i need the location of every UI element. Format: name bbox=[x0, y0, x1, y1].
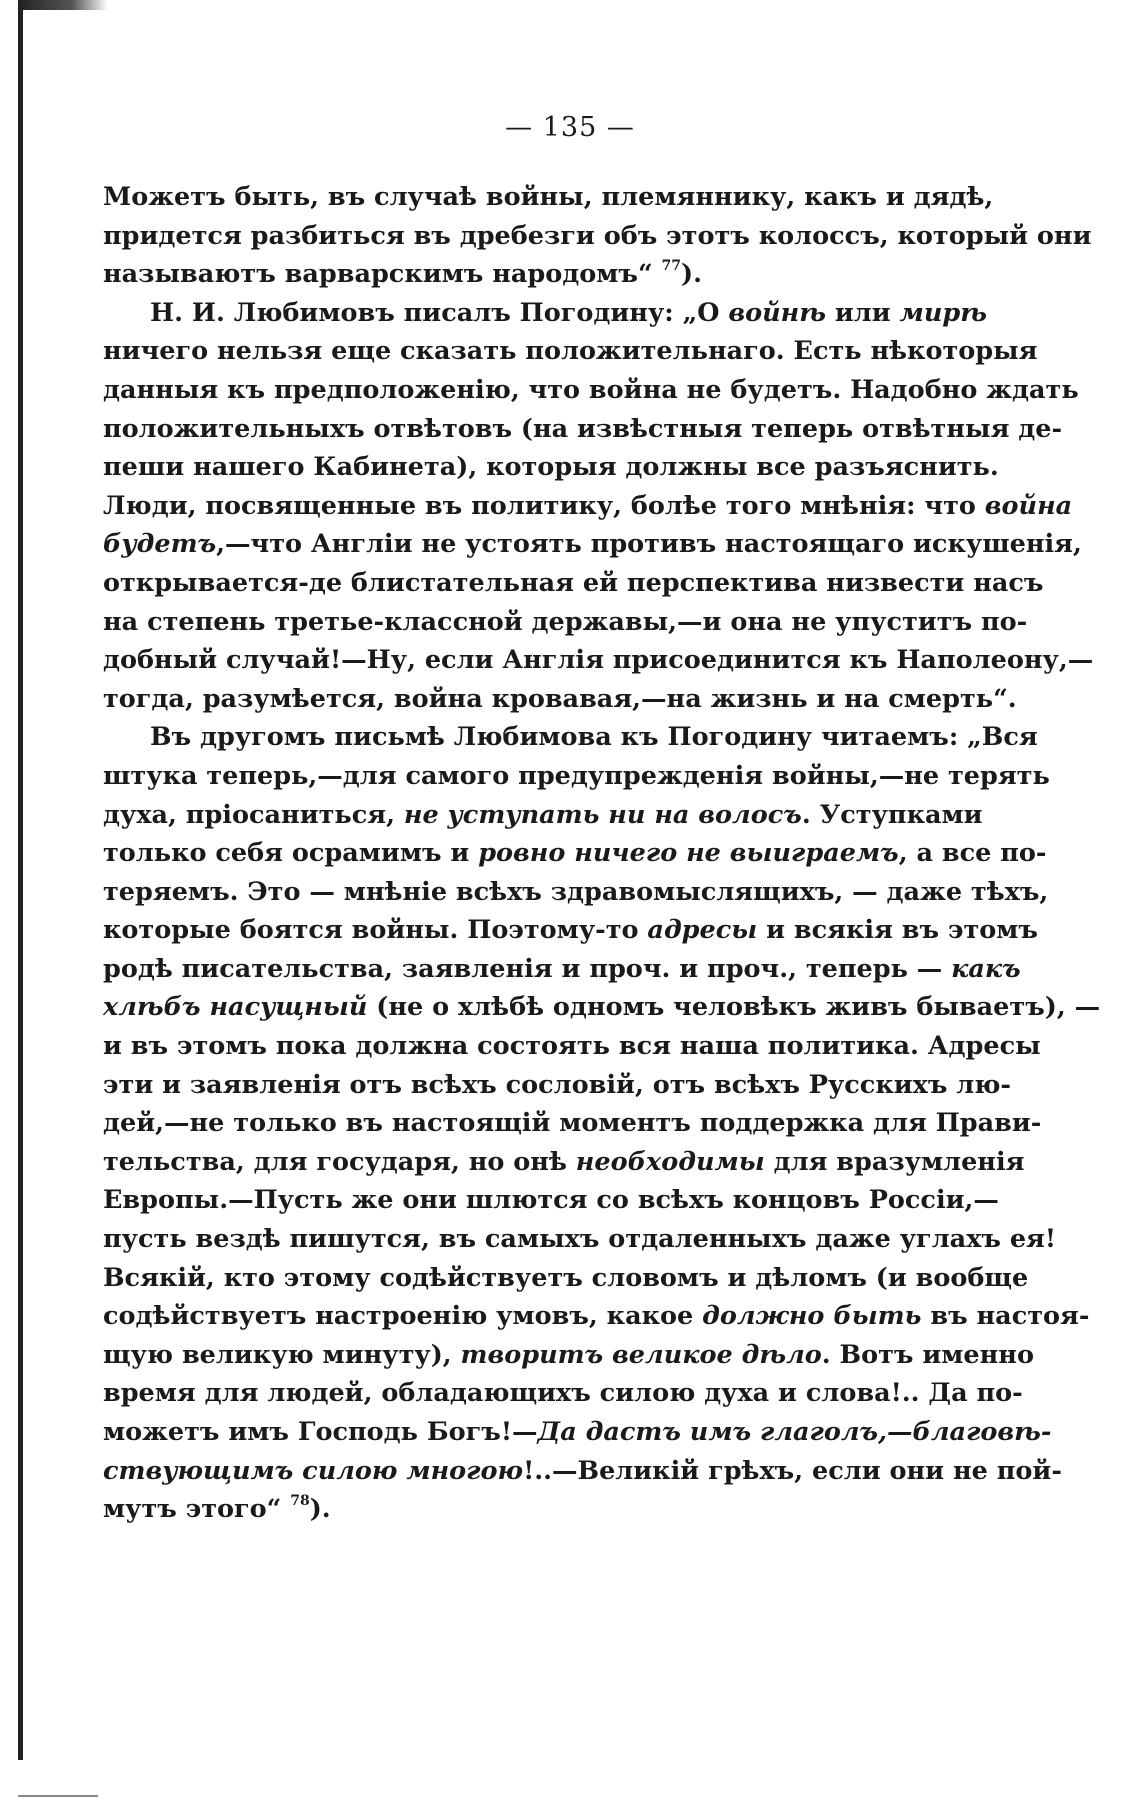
text-run: пусть вездѣ пишутся, въ самыхъ отдаленныхъ даже углахъ ея! bbox=[103, 1224, 1057, 1255]
text-line bbox=[103, 911, 1038, 950]
italic-run: какъ bbox=[951, 953, 1021, 984]
text-line bbox=[103, 603, 1028, 642]
text-line bbox=[103, 757, 1050, 796]
text-run: мутъ этого“ bbox=[103, 1494, 291, 1525]
text-run: Н. И. Любимовъ писалъ Погодину: „О bbox=[150, 297, 729, 328]
text-run: добный случай!—Ну, если Англія присоединится къ Наполеону,— bbox=[103, 645, 1094, 676]
text-line bbox=[103, 332, 1038, 371]
text-run: Въ другомъ письмѣ Любимова къ Погодину читаемъ: „Вся bbox=[150, 722, 1038, 753]
italic-run: мирѣ bbox=[899, 297, 987, 328]
text-run: на степень третье-классной державы,—и она не упуститъ по- bbox=[103, 606, 1028, 637]
text-run: Всякій, кто этому содѣйствуетъ словомъ и дѣломъ (и вообще bbox=[103, 1262, 1029, 1293]
text-run: для вразумленія bbox=[764, 1146, 1025, 1177]
text-run: содѣйствуетъ настроенію умовъ, какое bbox=[103, 1301, 703, 1332]
text-line bbox=[103, 564, 1044, 603]
text-line bbox=[103, 371, 1079, 410]
text-line bbox=[103, 1336, 1034, 1375]
text-run: и въ этомъ пока должна состоять вся наша политика. Адресы bbox=[103, 1031, 1041, 1062]
text-line bbox=[103, 1413, 1052, 1452]
italic-run: ровно ничего не выиграемъ bbox=[478, 838, 899, 869]
text-run: пеши нашего Кабинета), которыя должны все разъяснить. bbox=[103, 452, 999, 483]
scan-line-bottom bbox=[18, 1795, 98, 1797]
text-run: , а все по- bbox=[898, 838, 1047, 869]
text-run: можетъ имъ Господь Богъ!— bbox=[103, 1417, 538, 1447]
italic-run: война bbox=[984, 490, 1073, 521]
text-line bbox=[103, 834, 1047, 873]
text-line bbox=[103, 1104, 1042, 1143]
body-text bbox=[103, 178, 1101, 1529]
text-line bbox=[103, 1297, 1090, 1336]
text-line bbox=[103, 178, 994, 217]
text-run: дей,—не только въ настоящій моментъ поддержка для Прави- bbox=[103, 1108, 1042, 1139]
italic-run: Да дастъ имъ глаголъ,—благовѣ- bbox=[537, 1417, 1052, 1447]
text-line bbox=[103, 1490, 926, 1529]
text-line bbox=[103, 1027, 1041, 1066]
footnote-ref: 78 bbox=[290, 1493, 310, 1510]
italic-run: войнѣ bbox=[728, 297, 827, 328]
text-line bbox=[103, 1181, 999, 1220]
text-run: въ настоя- bbox=[921, 1301, 1090, 1332]
text-line bbox=[103, 1452, 1062, 1491]
text-run: тельства, для государя, но онѣ bbox=[103, 1146, 576, 1177]
text-run: придется разбиться въ дребезги объ этотъ колоссъ, который они bbox=[103, 220, 1092, 251]
text-line bbox=[103, 680, 1017, 719]
text-run: ). bbox=[309, 1494, 331, 1525]
text-line bbox=[103, 487, 1073, 526]
text-run: Можетъ быть, въ случаѣ войны, племяннику, какъ и дядѣ, bbox=[103, 182, 994, 212]
page-number: — 135 — bbox=[505, 112, 635, 143]
text-line bbox=[103, 525, 1082, 564]
text-run: время для людей, обладающихъ силою духа и слова!.. Да по- bbox=[103, 1378, 1023, 1409]
text-run: родѣ писательства, заявленія и проч. и проч., теперь — bbox=[103, 953, 952, 984]
text-line bbox=[103, 448, 999, 487]
text-line bbox=[103, 294, 987, 333]
text-run: ,—что Англіи не устоять противъ настоящаго искушенія, bbox=[216, 529, 1082, 560]
text-line bbox=[103, 718, 1038, 757]
text-run: данныя къ предположенію, что война не будетъ. Надобно ждать bbox=[103, 374, 1079, 405]
text-run: только себя осрамимъ и bbox=[103, 838, 479, 869]
text-run: или bbox=[826, 297, 900, 328]
text-line bbox=[103, 796, 983, 835]
text-run: Люди, посвященные въ политику, болѣе того мнѣнія: что bbox=[103, 490, 985, 521]
italic-run: адресы bbox=[647, 915, 758, 946]
text-run: которые боятся войны. Поэтому-то bbox=[103, 915, 648, 946]
text-run: штука теперь,—для самого предупрежденія войны,—не терять bbox=[103, 760, 1050, 791]
text-run: и всякія въ этомъ bbox=[757, 915, 1038, 946]
text-line bbox=[103, 641, 1094, 680]
text-run: !..—Великій грѣхъ, если они не пой- bbox=[523, 1455, 1062, 1486]
text-run: духа, пріосаниться, bbox=[103, 799, 404, 830]
text-line bbox=[103, 1066, 1012, 1105]
text-run: положительныхъ отвѣтовъ (на извѣстныя теперь отвѣтныя де- bbox=[103, 413, 1063, 444]
text-run: тогда, разумѣется, война кровавая,—на жизнь и на смерть“. bbox=[103, 683, 1017, 714]
text-run: называютъ варварскимъ народомъ“ bbox=[103, 259, 662, 290]
italic-run: должно быть bbox=[702, 1301, 922, 1332]
text-run: ничего нельзя еще сказать положительнаго. Есть нѣкоторыя bbox=[103, 336, 1038, 367]
text-line bbox=[103, 873, 1049, 912]
text-line bbox=[103, 1220, 1057, 1259]
text-run: открывается-де блистательная ей перспектива низвести насъ bbox=[103, 567, 1044, 598]
italic-run: необходимы bbox=[575, 1146, 765, 1177]
italic-run: хлѣбъ насущный bbox=[103, 992, 368, 1023]
text-line bbox=[103, 1374, 1023, 1413]
text-run: теряемъ. Это — мнѣніе всѣхъ здравомыслящихъ, — даже тѣхъ, bbox=[103, 876, 1049, 907]
scan-edge-left bbox=[18, 0, 23, 1760]
italic-run: будетъ bbox=[103, 529, 217, 560]
footnote-ref: 77 bbox=[661, 258, 682, 275]
text-line bbox=[103, 1259, 1029, 1298]
italic-run: ствующимъ силою многою bbox=[103, 1455, 524, 1486]
text-line bbox=[103, 1143, 1025, 1182]
text-line bbox=[103, 988, 1101, 1027]
text-run: щую великую минуту), bbox=[103, 1339, 461, 1370]
text-run: . Вотъ именно bbox=[821, 1339, 1034, 1370]
text-run: Европы.—Пусть же они шлются со всѣхъ концовъ Россіи,— bbox=[103, 1185, 999, 1216]
italic-run: не уступать ни на волосъ bbox=[403, 799, 802, 830]
text-line bbox=[103, 255, 926, 294]
scan-edge-top bbox=[18, 0, 108, 10]
text-run: (не о хлѣбѣ одномъ человѣкъ живъ бываетъ), — bbox=[367, 992, 1101, 1023]
text-line bbox=[103, 217, 1092, 256]
text-line bbox=[103, 410, 1063, 449]
text-run: . Уступками bbox=[801, 799, 983, 830]
text-run: ). bbox=[681, 259, 702, 290]
text-run: эти и заявленія отъ всѣхъ сословій, отъ всѣхъ Русскихъ лю- bbox=[103, 1069, 1012, 1100]
italic-run: творитъ великое дѣло bbox=[460, 1339, 822, 1370]
text-line bbox=[103, 950, 1021, 989]
